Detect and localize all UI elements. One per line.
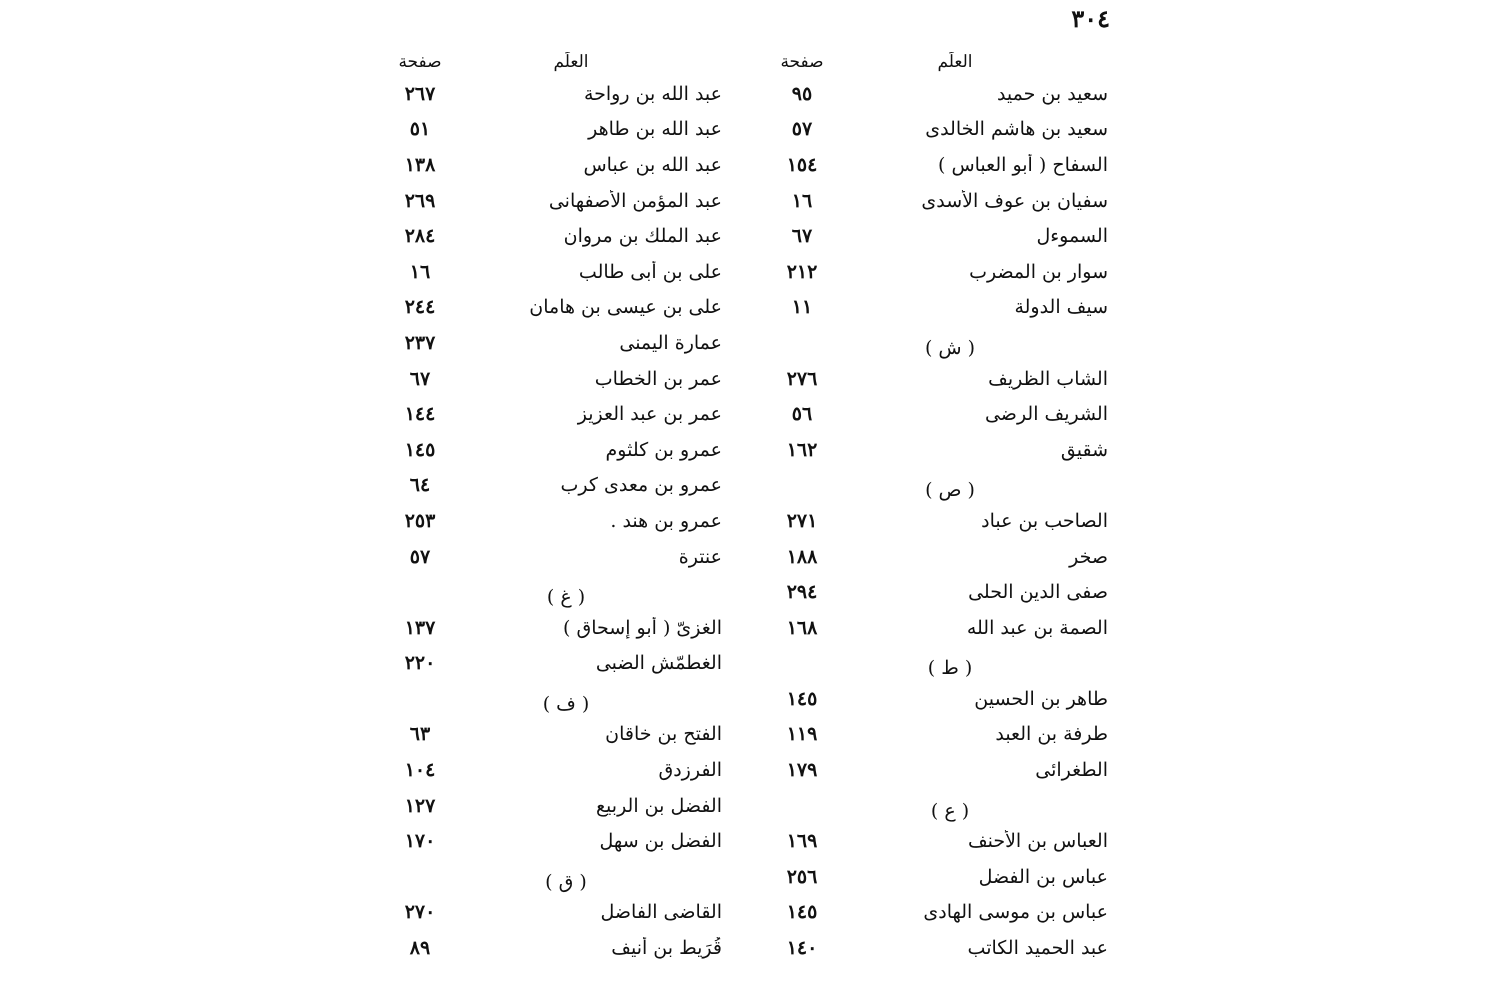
entry-name: طاهر بن الحسين (974, 687, 1108, 710)
entry-page: ١٨٨ (786, 545, 818, 568)
entry-name: السموءل (1036, 225, 1108, 248)
section-letter-label: ( غ ) (546, 586, 586, 609)
entry-page: ٦٣ (409, 723, 431, 746)
entry-page: ٦٤ (409, 474, 431, 497)
entry-name: سفيان بن عوف الأسدى (921, 189, 1108, 212)
entry-name: عمرو بن كلثوم (605, 438, 722, 461)
entry-page: ١٤٥ (786, 901, 818, 924)
entry-page: ٩٥ (791, 82, 813, 105)
entry-page: ٢٧٦ (786, 367, 818, 390)
index-entry (772, 76, 1108, 112)
section-letter (390, 859, 722, 895)
index-entry (772, 432, 1108, 468)
entry-page: ١٣٨ (404, 153, 436, 176)
section-letter-label: ( ص ) (925, 479, 975, 502)
entry-page: ٥٦ (791, 403, 813, 426)
index-entry (772, 254, 1108, 290)
entry-name: عبد الله بن رواحة (583, 82, 722, 105)
entry-name: الفتح بن خاقان (605, 723, 722, 746)
entry-page: ٢٧٠ (404, 901, 436, 924)
entry-page: ٢٦٩ (404, 189, 436, 212)
entry-page: ١٦٨ (786, 616, 818, 639)
section-letter (390, 574, 722, 610)
entry-page: ٦٧ (409, 367, 431, 390)
entry-name: سعيد بن هاشم الخالدى (925, 118, 1108, 141)
entry-page: ١٧٠ (404, 830, 436, 853)
entry-name: الشاب الظريف (988, 367, 1108, 390)
index-entry (390, 468, 722, 504)
entry-name: عبد الملك بن مروان (563, 225, 722, 248)
section-letter-label: ( ط ) (927, 657, 973, 680)
entry-page: ٦٧ (791, 225, 813, 248)
entry-name: على بن عيسى بن هامان (529, 296, 722, 319)
index-list (390, 76, 722, 966)
index-entry (772, 574, 1108, 610)
index-list (772, 76, 1108, 966)
entry-page: ١٦ (791, 189, 813, 212)
entry-page: ٢٣٧ (404, 331, 436, 354)
entry-page: ١٤٤ (404, 403, 436, 426)
index-entry (390, 396, 722, 432)
entry-name: عبد المؤمن الأصفهانى (548, 189, 722, 212)
entry-page: ٢٤٤ (404, 296, 436, 319)
entry-name: عمارة اليمنى (619, 331, 722, 354)
entry-page: ١١ (791, 296, 813, 319)
index-entry (390, 823, 722, 859)
index-entry (390, 325, 722, 361)
section-letter-label: ( ف ) (542, 692, 590, 715)
index-entry (390, 361, 722, 397)
section-letter (772, 788, 1108, 824)
entry-page: ١٦٩ (786, 830, 818, 853)
index-entry (390, 76, 722, 112)
entry-name: القاضى الفاضل (600, 901, 722, 924)
index-entry (390, 717, 722, 753)
entry-name: الطغرائى (1035, 759, 1108, 782)
entry-page: ٢١٢ (786, 260, 818, 283)
entry-name: طرفة بن العبد (995, 723, 1108, 746)
entry-page: ١٤٥ (404, 438, 436, 461)
header-page: صفحة (398, 52, 442, 72)
index-entry (390, 646, 722, 682)
index-entry (772, 290, 1108, 326)
entry-page: ٨٩ (409, 937, 431, 960)
header-name: العلَم (937, 52, 973, 72)
header-name: العلَم (553, 52, 589, 72)
section-letter (772, 468, 1108, 504)
column-header (390, 48, 722, 76)
index-entry (772, 859, 1108, 895)
index-entry (390, 788, 722, 824)
index-entry (390, 752, 722, 788)
entry-name: الفضل بن الربيع (595, 794, 722, 817)
index-entry (390, 254, 722, 290)
entry-name: عبد الحميد الكاتب (967, 937, 1108, 960)
entry-name: عمر بن الخطاب (594, 367, 722, 390)
entry-name: الصاحب بن عباد (981, 509, 1108, 532)
entry-page: ٢٥٦ (786, 865, 818, 888)
index-entry (772, 503, 1108, 539)
index-entry (772, 930, 1108, 966)
index-entry (390, 539, 722, 575)
header-page: صفحة (780, 52, 824, 72)
index-entry (772, 147, 1108, 183)
section-letter (390, 681, 722, 717)
page-number: ٣٠٤ (1071, 4, 1110, 33)
entry-page: ١٤٥ (786, 687, 818, 710)
index-entry (772, 218, 1108, 254)
index-entry (390, 218, 722, 254)
index-entry (390, 183, 722, 219)
index-entry (390, 503, 722, 539)
index-entry (772, 752, 1108, 788)
entry-name: سوار بن المضرب (969, 260, 1108, 283)
section-letter (772, 325, 1108, 361)
entry-name: الغطمّش الضبى (595, 652, 722, 675)
entry-page: ٢٥٣ (404, 509, 436, 532)
entry-name: السفاح ( أبو العباس ) (938, 153, 1108, 176)
entry-name: الغزىّ ( أبو إسحاق ) (563, 616, 722, 639)
index-entry (772, 681, 1108, 717)
entry-name: عبد الله بن عباس (583, 153, 722, 176)
entry-name: سيف الدولة (1014, 296, 1108, 319)
entry-name: الفرزدق (658, 759, 722, 782)
entry-page: ١٦٢ (786, 438, 818, 461)
entry-name: الصمة بن عبد الله (966, 616, 1108, 639)
entry-page: ٢٩٤ (786, 581, 818, 604)
index-entry (772, 396, 1108, 432)
entry-page: ٢٢٠ (404, 652, 436, 675)
entry-page: ١٦ (409, 260, 431, 283)
entry-page: ١٢٧ (404, 794, 436, 817)
index-entry (390, 930, 722, 966)
index-entry (772, 610, 1108, 646)
section-letter (772, 646, 1108, 682)
entry-page: ١١٩ (786, 723, 818, 746)
entry-page: ٥٧ (791, 118, 813, 141)
entry-page: ١٣٧ (404, 616, 436, 639)
entry-page: ٥٧ (409, 545, 431, 568)
index-entry (772, 895, 1108, 931)
index-entry (772, 112, 1108, 148)
index-entry (390, 895, 722, 931)
entry-page: ١٥٤ (786, 153, 818, 176)
entry-name: عمرو بن معدى كرب (560, 474, 722, 497)
entry-page: ٢٦٧ (404, 82, 436, 105)
entry-name: عباس بن موسى الهادى (923, 901, 1108, 924)
entry-page: ١٤٠ (786, 937, 818, 960)
entry-name: صفى الدين الحلى (968, 581, 1108, 604)
entry-page: ١٠٤ (404, 759, 436, 782)
entry-name: قُرَيط بن أنيف (611, 937, 722, 960)
entry-name: عباس بن الفضل (978, 865, 1108, 888)
entry-name: عنترة (678, 545, 722, 568)
index-entry (772, 361, 1108, 397)
section-letter-label: ( ق ) (545, 870, 587, 893)
index-entry (772, 183, 1108, 219)
index-entry (390, 432, 722, 468)
index-entry (390, 147, 722, 183)
entry-page: ٢٧١ (786, 509, 818, 532)
entry-name: شقيق (1060, 438, 1108, 461)
index-entry (390, 290, 722, 326)
section-letter-label: ( ش ) (924, 336, 976, 359)
index-entry (772, 539, 1108, 575)
entry-name: صخر (1069, 545, 1108, 568)
section-letter-label: ( ع ) (930, 799, 970, 822)
entry-name: العباس بن الأحنف (967, 830, 1108, 853)
entry-page: ٥١ (409, 118, 431, 141)
entry-name: على بن أبى طالب (578, 260, 722, 283)
column-header (772, 48, 1108, 76)
index-entry (772, 823, 1108, 859)
entry-name: الفضل بن سهل (599, 830, 722, 853)
index-entry (390, 610, 722, 646)
entry-name: عمر بن عبد العزيز (577, 403, 722, 426)
entry-page: ٢٨٤ (404, 225, 436, 248)
index-column-left (390, 48, 722, 966)
entry-name: عمرو بن هند . (610, 509, 722, 532)
entry-page: ١٧٩ (786, 759, 818, 782)
entry-name: الشريف الرضى (984, 403, 1108, 426)
index-column-right (772, 48, 1108, 966)
entry-name: عبد الله بن طاهر (588, 118, 722, 141)
index-entry (772, 717, 1108, 753)
entry-name: سعيد بن حميد (996, 82, 1108, 105)
index-entry (390, 112, 722, 148)
